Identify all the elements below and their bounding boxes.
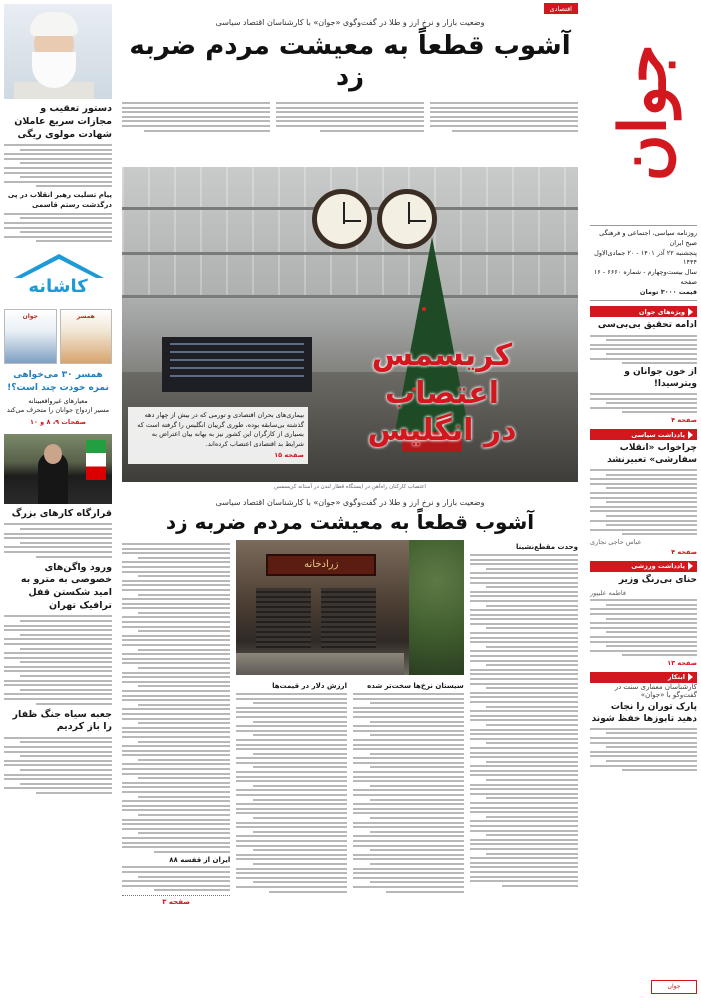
lead-text-columns	[122, 99, 578, 159]
cover-label: همسر	[76, 313, 95, 321]
lead-col	[430, 99, 578, 159]
lead-headline[interactable]: آشوب قطعاً به معیشت مردم ضربه زد	[129, 31, 571, 93]
story-revolution-body	[590, 469, 697, 535]
shop-shutter	[321, 588, 376, 648]
hero-photo-london-station[interactable]	[122, 167, 578, 482]
debris	[236, 653, 403, 675]
kashaneh-item: معیارهای غیرواقعبینانه	[28, 396, 88, 405]
second-kicker: وضعیت بازار و نرخ ارز و طلا در گفت‌وگوی «جوان» با کارشناسان اقتصاد سیاسی	[215, 498, 485, 508]
supplement-cover[interactable]	[60, 309, 113, 364]
article-col-1	[470, 540, 578, 906]
story-molavi-title[interactable]: دستور تعقیب و مجازات سریع عاملان شهادت مولوی ریگی	[14, 103, 112, 140]
story-park-kicker: کارشناسان معماری سنت در گفت‌وگو با «جوان»	[614, 682, 697, 699]
article-text	[353, 693, 464, 893]
story-condolence-body	[4, 213, 112, 243]
pub-info-line-3: سال بیست‌وچهارم - شماره ۶۶۶۰ - ۱۶ صفحه	[593, 268, 697, 286]
footer-logo: جوان	[651, 980, 697, 994]
story-dhofar-body	[4, 737, 112, 794]
roof-beam	[122, 295, 578, 298]
kashaneh-list	[4, 397, 112, 428]
photo-sub-columns	[236, 679, 463, 895]
price: قیمت ۳۰۰۰ تومان	[639, 287, 697, 296]
story-bbc-body-2	[590, 393, 697, 413]
hero-page-ref[interactable]: صفحه ۱۵	[274, 451, 304, 460]
right-column	[586, 0, 701, 1000]
kashaneh-title: کاشانه	[28, 276, 88, 298]
section-label: یادداشت سیاسی	[631, 430, 685, 439]
story-bbc-page-ref[interactable]: صفحه ۴	[671, 416, 697, 425]
story-bbc-title[interactable]: ادامه تحقیق بی‌بی‌سی	[597, 320, 697, 331]
tree	[409, 540, 464, 675]
arrow-icon	[688, 562, 693, 570]
story-headquarters-title[interactable]: قرارگاه کارهای بزرگ	[11, 507, 112, 519]
section-label: ویژه‌های جوان	[638, 307, 685, 316]
subhead: ارزش دلار در قیمت‌ها	[272, 682, 347, 691]
section-label: یادداشت ورزشی	[631, 562, 685, 571]
kashaneh-item: مسیر ازدواج جوانان را متحرف می‌کند	[6, 406, 110, 415]
article-col-photo	[236, 540, 463, 906]
overlay-title-line-2: در انگلیس	[367, 413, 517, 449]
section-bar-initiative	[590, 672, 697, 683]
lead-col	[122, 99, 270, 159]
story-park-body	[590, 728, 697, 771]
story-revolution-title[interactable]: چراخواب «انقلاب سفارشی» تعبیرنشد	[607, 443, 697, 465]
station-clock-icon	[312, 189, 372, 249]
supplement-covers	[4, 309, 112, 364]
section-label: ابتکار	[667, 673, 685, 682]
center-column	[122, 0, 578, 1000]
story-minister-author: فاطمه علیپور	[590, 588, 627, 597]
story-metro-body	[4, 615, 112, 704]
story-dhofar-title[interactable]: جعبه سیاه جنگ ظفار را باز کردیم	[12, 708, 112, 733]
article-page-ref[interactable]: صفحه ۳	[122, 895, 230, 906]
hero-caption	[128, 407, 308, 464]
story-minister-body	[590, 599, 697, 656]
section-bar-political	[590, 429, 697, 440]
story-bbc-title-2[interactable]: از خون جوانان و ویترسیدا!	[624, 367, 697, 389]
subhead: وحدت مقطع‌نشینا	[516, 543, 578, 552]
turban	[30, 12, 78, 36]
photo-credit: اعتصاب کارکنان راه‌آهن در ایستگاه قطار لندن در آستانه کریسمس	[274, 484, 426, 491]
kashaneh-supplement-logo[interactable]	[4, 250, 112, 305]
newspaper-logo[interactable]: جوان	[605, 43, 681, 182]
story-headquarters-body	[4, 523, 112, 557]
arrow-icon	[688, 308, 693, 316]
section-bar-special	[590, 306, 697, 317]
face	[44, 444, 62, 464]
pub-info-line-1: روزنامه سیاسی، اجتماعی و فرهنگی صبح ایران	[599, 229, 697, 247]
shop-photo[interactable]	[236, 540, 463, 675]
shop-shutter	[256, 588, 311, 648]
section-bar-sport	[590, 561, 697, 572]
pub-info-line-2: پنجشنبه ۲۲ آذر ۱۴۰۱ - ۲۰ جمادی‌الاول ۱۴۴۴	[594, 248, 697, 267]
story-molavi-body	[4, 144, 112, 187]
official-photo[interactable]	[4, 434, 112, 504]
story-park-title[interactable]: پارک توران را نجات دهید تابوزها خفظ شوند	[591, 701, 697, 724]
arrow-icon	[688, 673, 693, 681]
cover-label: جوان	[22, 313, 38, 321]
roof-beam	[122, 252, 578, 255]
story-revolution-page-ref[interactable]: صفحه ۴	[671, 547, 697, 556]
shop-sign: زرا‌دخانه	[266, 554, 376, 576]
story-minister-page-ref[interactable]: صفحه ۱۳	[667, 658, 697, 667]
lead-kicker: وضعیت بازار و نرخ ارز و طلا در گفت‌وگوی «جوان» با کارشناسان اقتصاد سیاسی	[215, 18, 485, 27]
departure-board	[162, 337, 312, 392]
story-condolence-title[interactable]: پیام تسلیت رهبر انقلاب در پی درگذشت رستم قاسمی	[7, 191, 112, 209]
story-metro-title[interactable]: ورود واگن‌های خصوصی به مترو به امید شکستن قفل ترافیک تهران	[20, 561, 112, 611]
story-bbc-body	[590, 335, 697, 365]
sub-col	[353, 679, 464, 895]
story-revolution-author: عباس حاجی نجاری	[590, 537, 642, 546]
article-body-grid	[122, 540, 578, 906]
subhead: ایران از قفسه ۸۸	[169, 855, 231, 864]
masthead	[590, 0, 697, 225]
publication-info	[590, 225, 697, 301]
overlay-title-line-1: کریسمس اعتصاب	[371, 338, 513, 411]
article-text	[122, 866, 230, 891]
kashaneh-headline[interactable]: همسر ۳۰ می‌خواهی نمره خودت چند است؟!	[7, 370, 109, 393]
second-headline[interactable]: آشوب قطعاً به معیشت مردم ضربه زد	[165, 510, 535, 535]
article-text	[122, 543, 230, 853]
hero-overlay-title[interactable]	[312, 337, 572, 450]
article-text	[470, 554, 578, 887]
kashaneh-page-ref[interactable]: صفحات ۹، ۸ و ۱۰	[29, 418, 87, 427]
article-text	[236, 693, 347, 893]
cleric-portrait[interactable]	[4, 4, 112, 99]
story-minister-title[interactable]: حنای بی‌رنگ وزیر	[618, 574, 697, 585]
left-column	[0, 0, 116, 1000]
supplement-cover[interactable]	[4, 309, 57, 364]
arrow-icon	[688, 431, 693, 439]
article-col-3	[122, 540, 230, 906]
lead-col	[276, 99, 424, 159]
sub-col	[236, 679, 347, 895]
subhead: سیستان نرخ‌ها سخت‌تر شده	[367, 682, 464, 691]
hero-caption-text: بیماری‌های بحران اقتصادی و تورمی که در بیش از چهار دهه گذشته بی‌سابقه بوده، طوری گریبان انگلیس را گرفته است که بسیاری از کارگران این کشور نیز به بهانه بیان اعتراض به شرایط بد اقتصادی اعتصاب کرده‌اند.	[137, 411, 304, 448]
iran-flag-icon	[86, 440, 106, 480]
section-tag-economic: اقتصادی	[544, 3, 578, 14]
